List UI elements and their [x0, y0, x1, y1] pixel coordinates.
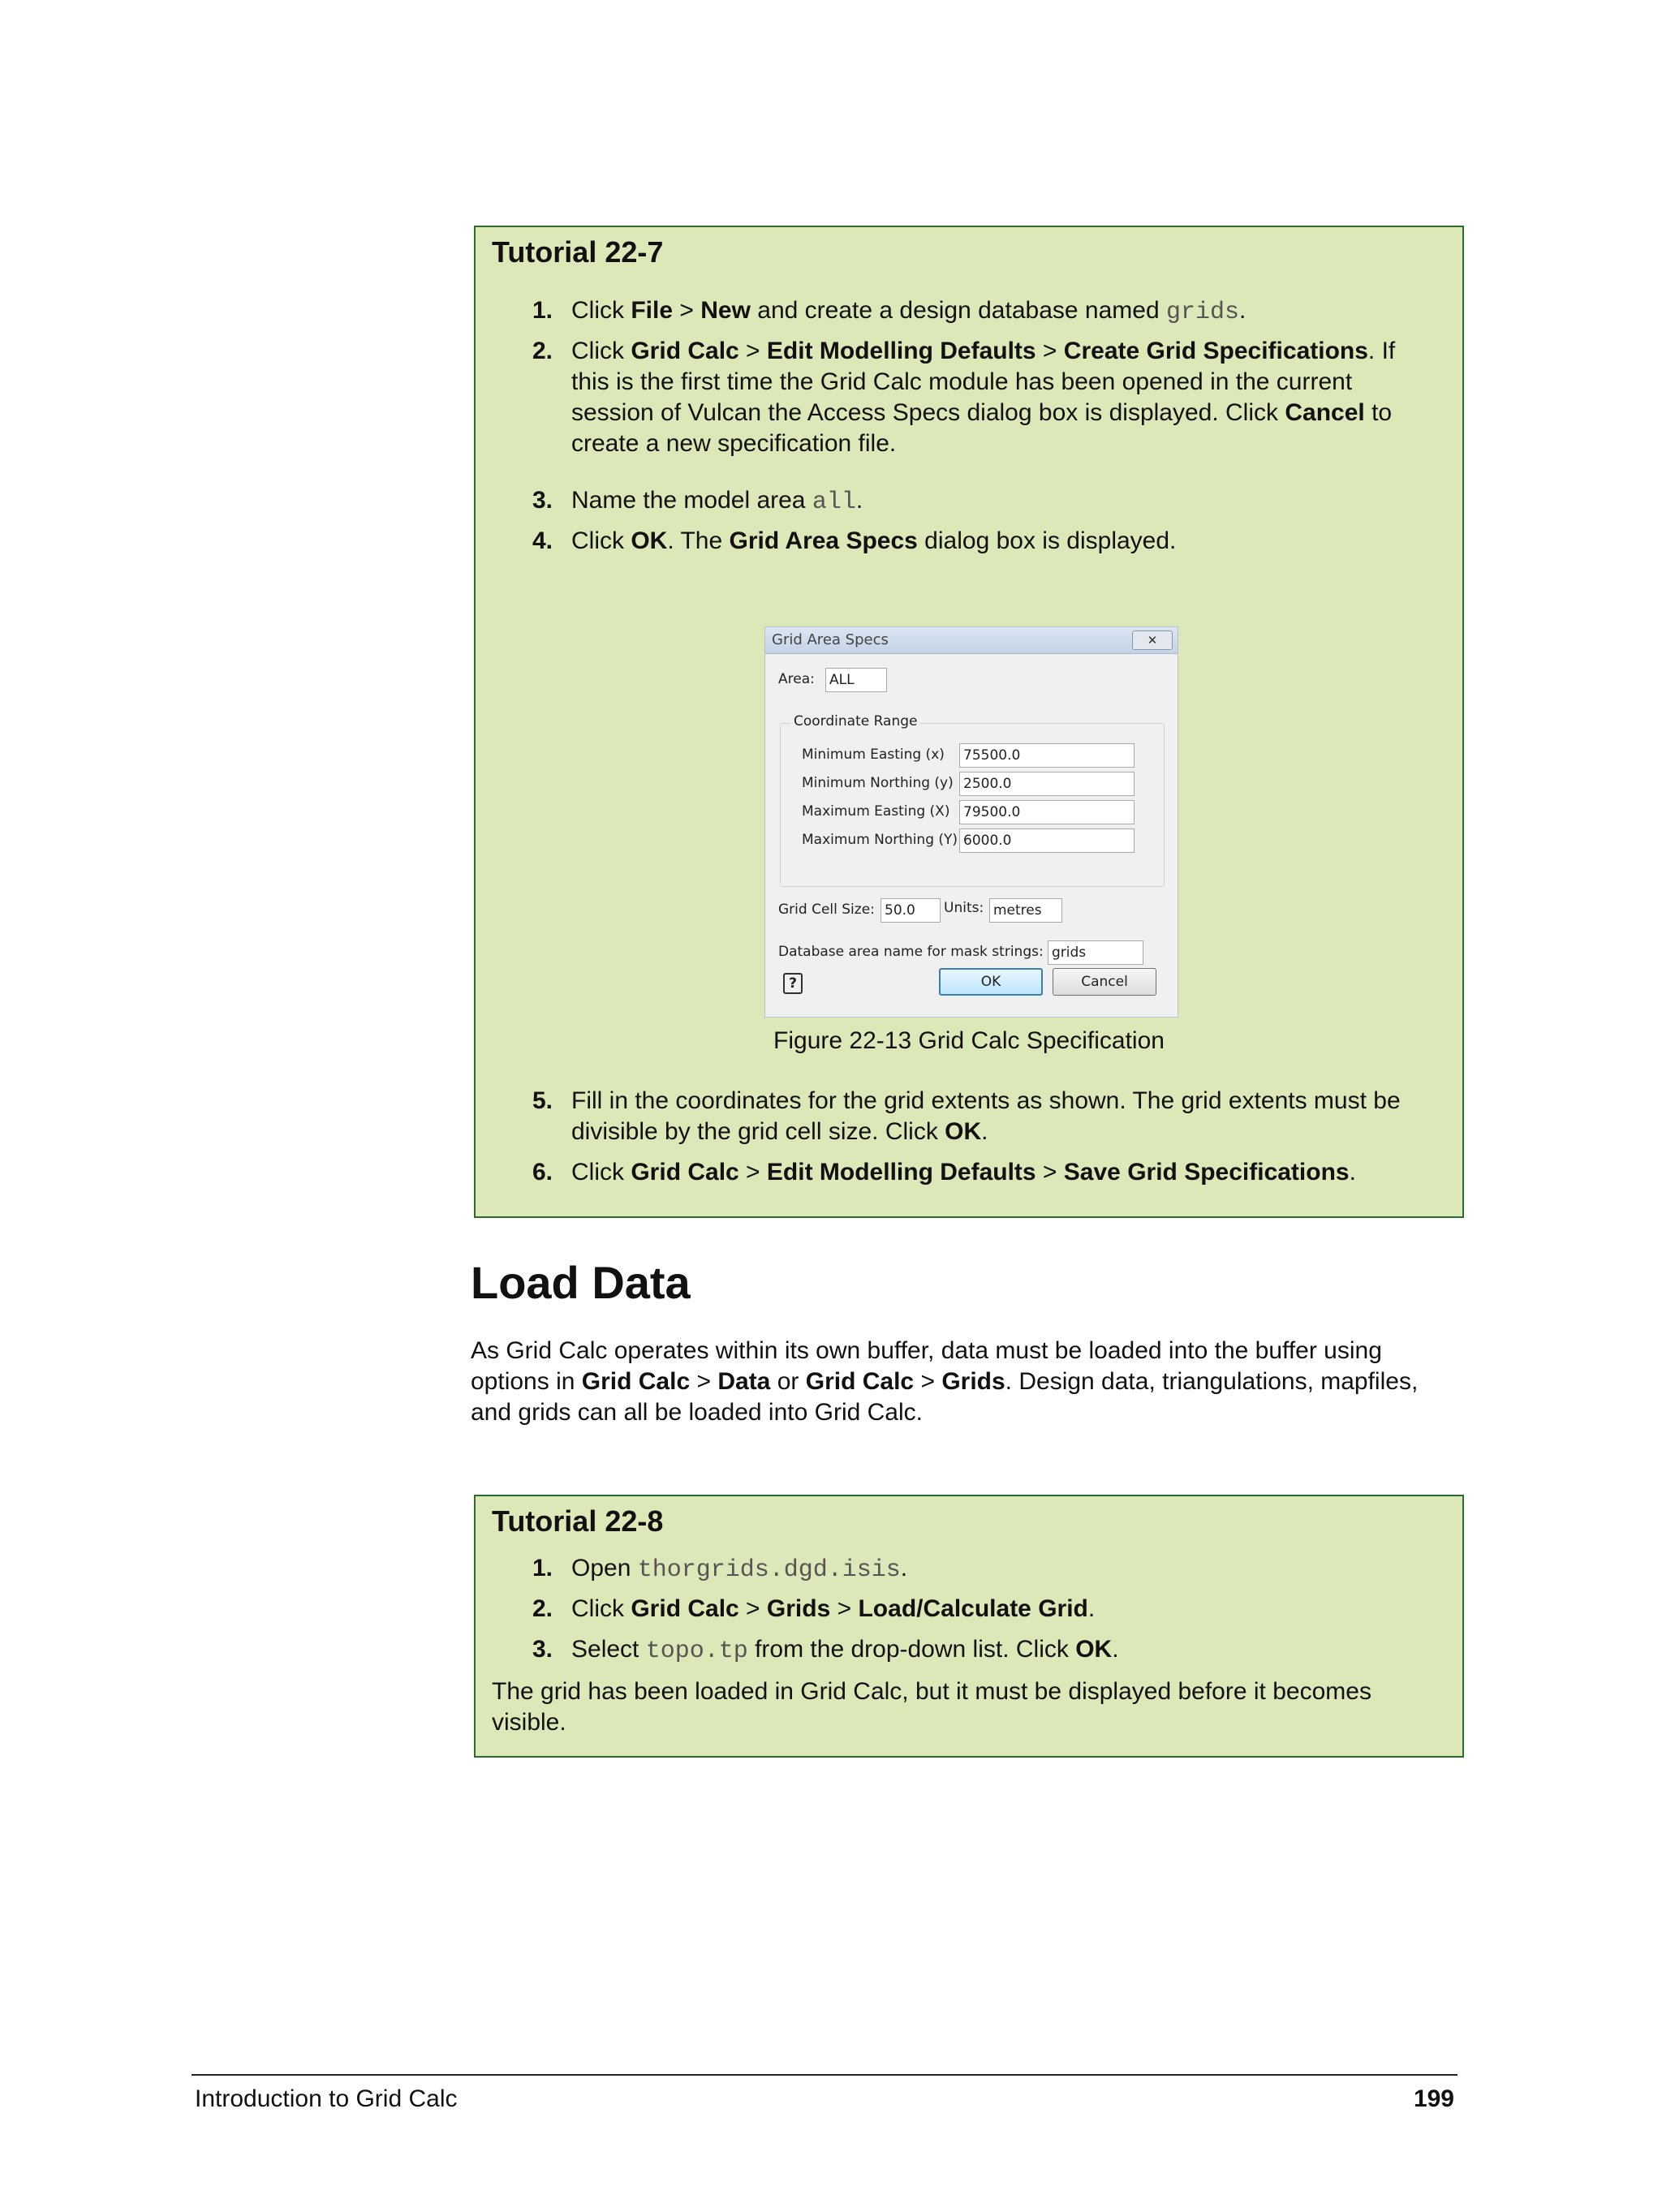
ok-button[interactable]: OK: [939, 968, 1043, 996]
cell-size-field[interactable]: 50.0: [881, 898, 941, 923]
code-text: all: [812, 488, 856, 516]
max-northing-label: Maximum Northing (Y): [802, 832, 958, 848]
units-field[interactable]: metres: [989, 898, 1062, 923]
coordinate-range-group: [780, 713, 1165, 887]
area-label: Area:: [778, 671, 815, 687]
min-easting-field[interactable]: 75500.0: [959, 743, 1135, 768]
group-legend: Coordinate Range: [790, 713, 920, 729]
area-field[interactable]: ALL: [825, 668, 887, 692]
cancel-button[interactable]: Cancel: [1053, 968, 1156, 996]
code-text: grids: [1165, 299, 1239, 326]
min-northing-field[interactable]: 2500.0: [959, 772, 1135, 796]
section-heading: Load Data: [471, 1257, 691, 1308]
footer-rule: [192, 2074, 1457, 2076]
mask-label: Database area name for mask strings:: [778, 944, 1044, 960]
cell-size-label: Grid Cell Size:: [778, 902, 875, 918]
code-text: thorgrids.dgd.isis: [637, 1556, 901, 1584]
dialog-title-bar: [765, 627, 1178, 654]
close-icon[interactable]: ✕: [1132, 630, 1173, 650]
footer-title: Introduction to Grid Calc: [195, 2085, 458, 2112]
tutorial-box-22-7: Tutorial 22-7 1. Click File > New and create a design database named grids. 2. Click Grid Calc > Edit Modelling Defaults > Create Grid Specifications. If this is the first time the Grid Calc module has been opened in the current session of Vulcan the Access Specs dialog box is displayed. Click Cancel to create a new specification file. 3. Name the model area all. 4. Click OK. The Grid Area Specs dialog box is displayed. Grid Area Specs ✕ Area: ALL Coordinate Range Minimum Easting (x) 75500.0 Minimum Northing (y) 2500.0 Maximum Easting (X) 79500.0 Maximum Northing (Y) 6000.0 Grid Cell Size: 50.0 Units: metres Database area name for mask strings: grids ? OK Cancel Figure 22-13 Grid Calc Specification 5. Fill in the coordinates for the grid extents as shown. The grid extents must be divisible by the grid cell size. Click OK. 6. Click Grid Calc > Edit Modelling Defaults > Save Grid Specifications.: [474, 226, 1464, 1218]
section-paragraph: As Grid Calc operates within its own buffer, data must be loaded into the buffer using options in Grid Calc > Data or Grid Calc > Grids. Design data, triangulations, mapfiles, and grids can all be loaded into Grid Calc.: [471, 1337, 1419, 1426]
tutorial-box-22-8: Tutorial 22-8 1. Open thorgrids.dgd.isis. 2. Click Grid Calc > Grids > Load/Calculate Grid. 3. Select topo.tp from the drop-down list. Click OK. The grid has been loaded in Grid Calc, but it must be displayed before it becomes visible.: [474, 1495, 1464, 1758]
dialog-title: Grid Area Specs: [772, 631, 889, 648]
grid-area-specs-dialog: [764, 626, 1178, 1018]
max-easting-field[interactable]: 79500.0: [959, 800, 1135, 824]
max-easting-label: Maximum Easting (X): [802, 803, 950, 820]
units-label: Units:: [944, 900, 984, 916]
tutorial-title: Tutorial 22-7: [492, 235, 664, 269]
page-number: 199: [1413, 2085, 1454, 2112]
closing-paragraph: The grid has been loaded in Grid Calc, but it must be displayed before it becomes visible.: [492, 1678, 1371, 1736]
code-text: topo.tp: [645, 1637, 748, 1665]
mask-field[interactable]: grids: [1048, 940, 1143, 965]
min-easting-label: Minimum Easting (x): [802, 747, 945, 763]
figure-caption: Figure 22-13 Grid Calc Specification: [773, 1027, 1165, 1054]
tutorial-title: Tutorial 22-8: [492, 1504, 664, 1538]
min-northing-label: Minimum Northing (y): [802, 775, 954, 791]
help-icon[interactable]: ?: [783, 973, 803, 994]
max-northing-field[interactable]: 6000.0: [959, 828, 1135, 853]
